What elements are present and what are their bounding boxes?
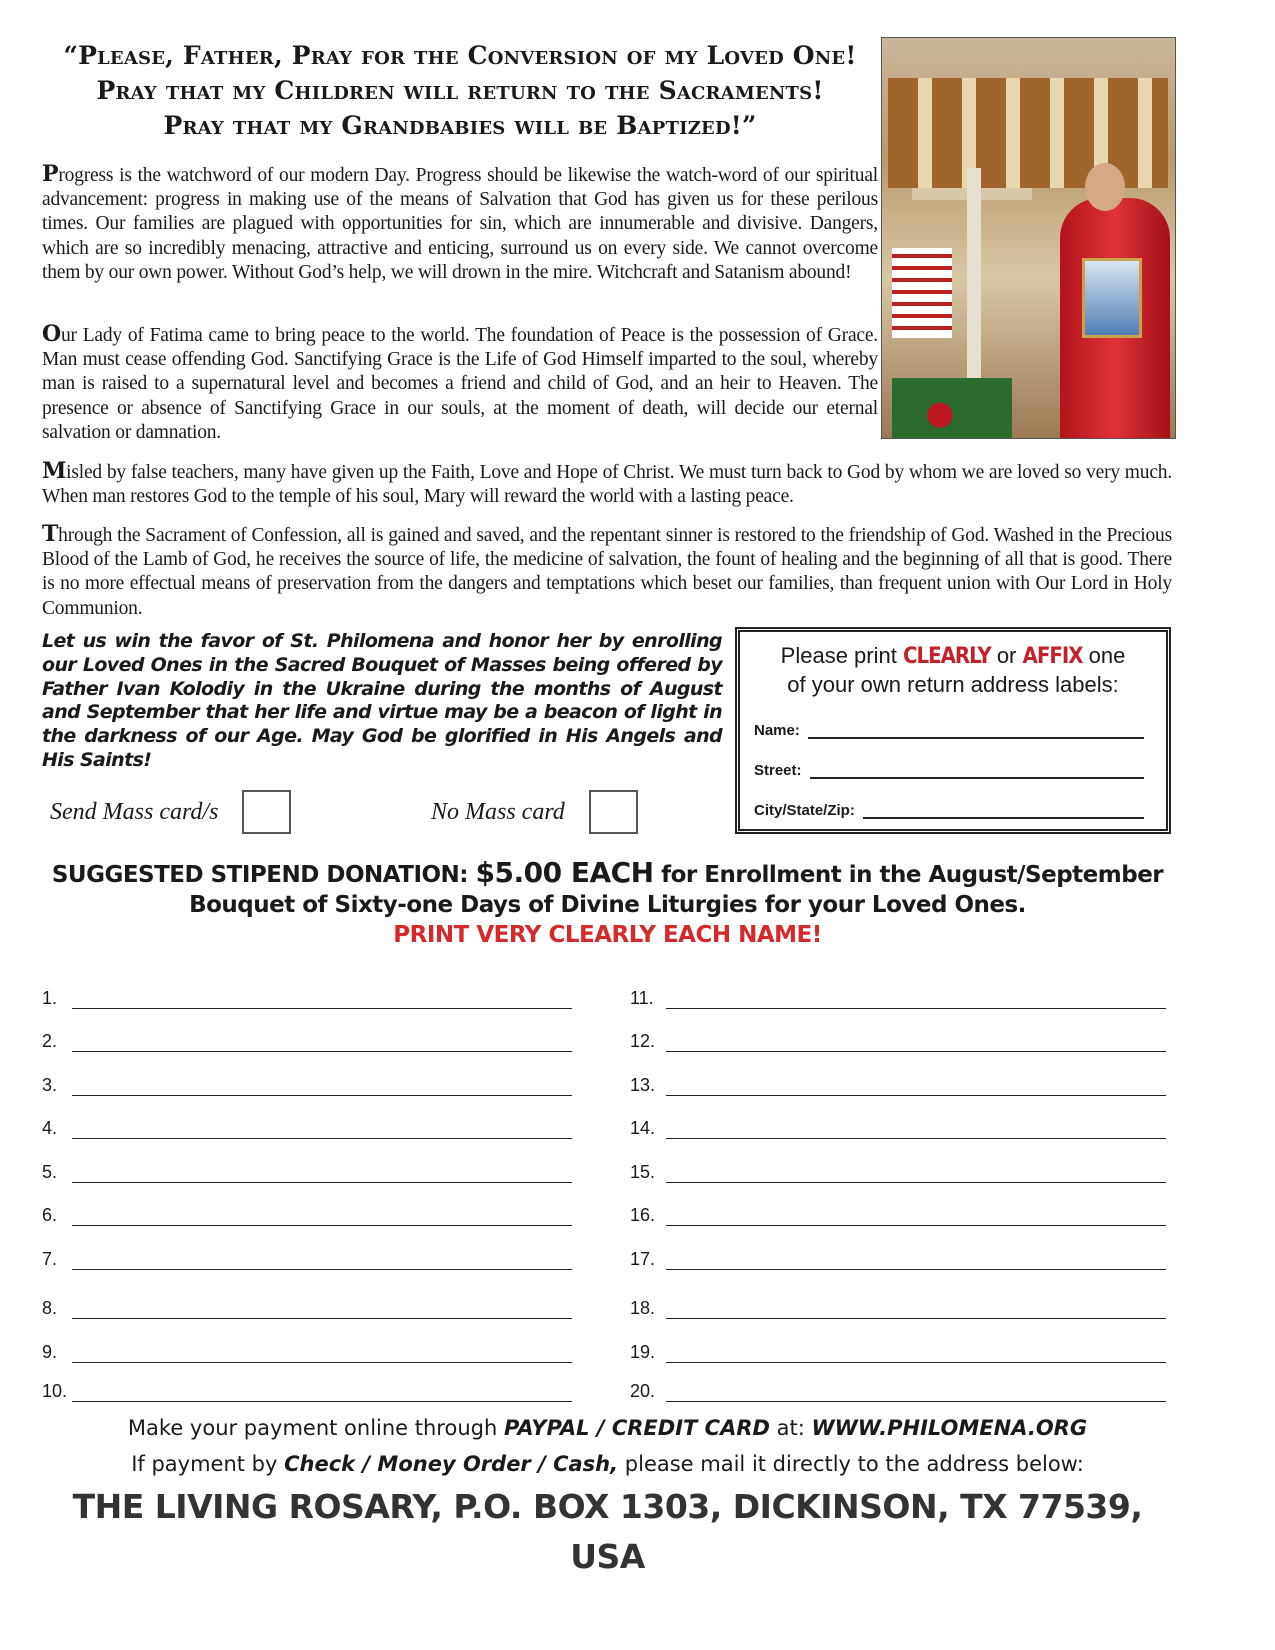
name-number: 12. [630,1031,656,1051]
name-entry-line[interactable] [42,1381,572,1402]
street-label: Street: [754,762,802,779]
website-link[interactable]: WWW.PHILOMENA.ORG [811,1416,1088,1440]
no-mass-card-checkbox[interactable] [589,790,638,834]
footer-text: Make your payment online through [127,1416,504,1440]
print-clearly-warning: PRINT VERY CLEARLY EACH NAME! [393,922,822,948]
body-paragraph [42,162,878,285]
name-blank[interactable] [666,1303,1166,1319]
instr-text: of your own return address labels: [787,672,1119,697]
name-entry-line[interactable] [630,1118,1166,1139]
name-entry-line[interactable] [630,1249,1166,1270]
city-label: City/State/Zip: [754,802,855,819]
payment-methods: Check / Money Order / Cash, [284,1452,619,1476]
name-number: 2. [42,1031,58,1051]
name-blank[interactable] [72,1303,572,1319]
name-number: 13. [630,1075,656,1095]
name-number: 8. [42,1298,58,1318]
footer-text: If payment by [131,1452,285,1476]
headline-line: Pray that my Grandbabies will be Baptized!” [163,111,757,140]
footer-text: at: [769,1416,812,1440]
stipend-text: Bouquet of Sixty-one Days of Divine Liturgies for your Loved Ones. [189,892,1026,918]
instr-text: or [990,643,1023,668]
send-mass-card-label: Send Mass card/s [50,798,219,825]
name-entry-line[interactable] [42,1205,572,1226]
send-mass-card-option[interactable] [50,790,291,834]
appeal-text: Let us win the favor of St. Philomena and honor her by enrolling our Loved Ones in the Sacred Bouquet of Masses being offered by Father Ivan Kolodiy in the Ukraine during the months of August and September that her life and virtue may be a beacon of light in the darkness of our Age. May God be glorified in His Angels and His Saints! [42,630,722,771]
name-number: 14. [630,1118,656,1138]
footer-text: please mail it directly to the address below: [618,1452,1084,1476]
name-entry-line[interactable] [630,1162,1166,1183]
name-field[interactable] [754,722,1144,739]
paypal-label: PAYPAL / CREDIT CARD [503,1416,770,1440]
name-entry-line[interactable] [42,1118,572,1139]
name-number: 16. [630,1205,656,1225]
name-blank[interactable] [666,1386,1166,1402]
name-number: 19. [630,1342,656,1362]
name-blank[interactable] [666,993,1166,1009]
drop-cap: P [42,161,59,187]
body-paragraph [42,459,1172,509]
name-number: 10. [42,1381,68,1401]
headline-line: Pray that my Children will return to the Sacraments! [96,76,824,105]
send-mass-card-checkbox[interactable] [242,790,291,834]
name-blank[interactable] [72,1254,572,1270]
name-number: 17. [630,1249,656,1269]
name-blank[interactable] [72,1080,572,1096]
name-number: 18. [630,1298,656,1318]
name-entry-line[interactable] [42,1298,572,1319]
stipend-text: for Enrollment in the August/September [653,862,1164,888]
name-number: 4. [42,1118,58,1138]
paragraph-text: isled by false teachers, many have given up the Faith, Love and Hope of Christ. We must turn back to God by whom we are loved so very much. When man restores God to the temple of his soul, Mary will reward the world with a lasting peace. [42,462,1172,508]
name-blank[interactable] [72,1210,572,1226]
name-blank[interactable] [72,993,572,1009]
instr-clearly: CLEARLY [902,644,991,669]
name-blank[interactable] [72,1167,572,1183]
name-entry-line[interactable] [42,1342,572,1363]
name-blank[interactable] [72,1347,572,1363]
instr-text: one [1082,643,1126,668]
no-mass-card-option[interactable] [431,790,638,834]
name-blank[interactable] [72,1386,572,1402]
priest-photo [881,37,1176,439]
stipend-section [40,858,1175,950]
name-blank[interactable] [666,1347,1166,1363]
drop-cap: T [42,521,59,547]
name-number: 15. [630,1162,656,1182]
name-entry-line[interactable] [630,1031,1166,1052]
return-address-box [735,627,1171,834]
headline [40,38,880,143]
name-number: 7. [42,1249,58,1269]
paragraph-text: hrough the Sacrament of Confession, all is gained and saved, and the repentant sinner is restored to the friendship of God. Washed in the Precious Blood of the Lamb of God, he receives the source of life, the medicine of salvation, the fount of healing and the beginning of all that is good. There is no more effectual means of preservation from the dangers and temptations which beset our families, than frequent union with Our Lord in Holy Communion. [42,525,1172,619]
name-blank[interactable] [666,1167,1166,1183]
name-blank[interactable] [666,1123,1166,1139]
name-entry-line[interactable] [42,1249,572,1270]
name-entry-line[interactable] [630,1205,1166,1226]
name-entry-line[interactable] [630,988,1166,1009]
stipend-label: SUGGESTED STIPEND DONATION: [51,862,476,888]
name-number: 11. [630,988,654,1008]
name-label: Name: [754,722,800,739]
name-blank[interactable] [666,1080,1166,1096]
headline-line: “Please, Father, Pray for the Conversion of my Loved One! [63,41,857,70]
name-entry-line[interactable] [42,1162,572,1183]
body-paragraph [42,522,1172,621]
address-instructions [740,642,1166,699]
name-blank[interactable] [72,1123,572,1139]
drop-cap: M [42,458,67,484]
name-blank[interactable] [72,1036,572,1052]
street-field[interactable] [754,762,1144,779]
name-entry-line[interactable] [42,1031,572,1052]
name-number: 1. [42,988,58,1008]
name-blank[interactable] [666,1254,1166,1270]
name-blank[interactable] [666,1210,1166,1226]
name-entry-line[interactable] [630,1381,1166,1402]
mailing-address: THE LIVING ROSARY, P.O. BOX 1303, DICKINSON, TX 77539, USA [72,1487,1143,1576]
drop-cap: O [42,321,61,347]
paragraph-text: ur Lady of Fatima came to bring peace to the world. The foundation of Peace is the possession of Grace. Man must cease offending God. Sanctifying Grace is the Life of God Himself imparted to the soul, whereby man is raised to a supernatural level and becomes a friend and child of God, and an heir to Heaven. The presence or absence of Sanctifying Grace in our souls, at the moment of death, will decide our eternal salvation or damnation. [42,325,878,443]
payment-footer [40,1410,1175,1582]
name-entry-line[interactable] [630,1298,1166,1319]
paragraph-text: rogress is the watchword of our modern Day. Progress should be likewise the watch-word of our spiritual advancement: progress in making use of the means of Salvation that God has given us for these perilous times. Our families are plagued with opportunities for sin, which are innumerable and divisive. Dangers, which are so incredibly menacing, attractive and enticing, surround us on every side. We cannot overcome them by our own power. Without God’s help, we will drown in the mire. Witchcraft and Satanism abound! [42,165,878,283]
name-entry-line[interactable] [630,1075,1166,1096]
name-number: 5. [42,1162,58,1182]
stipend-amount: $5.00 EACH [475,856,654,889]
name-entry-line[interactable] [42,988,572,1009]
instr-affix: AFFIX [1022,644,1083,669]
name-number: 9. [42,1342,58,1362]
name-blank[interactable] [666,1036,1166,1052]
name-entry-line[interactable] [42,1075,572,1096]
name-entry-line[interactable] [630,1342,1166,1363]
name-number: 6. [42,1205,58,1225]
name-number: 20. [630,1381,656,1401]
name-number: 3. [42,1075,58,1095]
body-paragraph [42,322,878,445]
instr-text: Please print [780,643,903,668]
city-state-zip-field[interactable] [754,802,1144,819]
no-mass-card-label: No Mass card [431,798,565,825]
